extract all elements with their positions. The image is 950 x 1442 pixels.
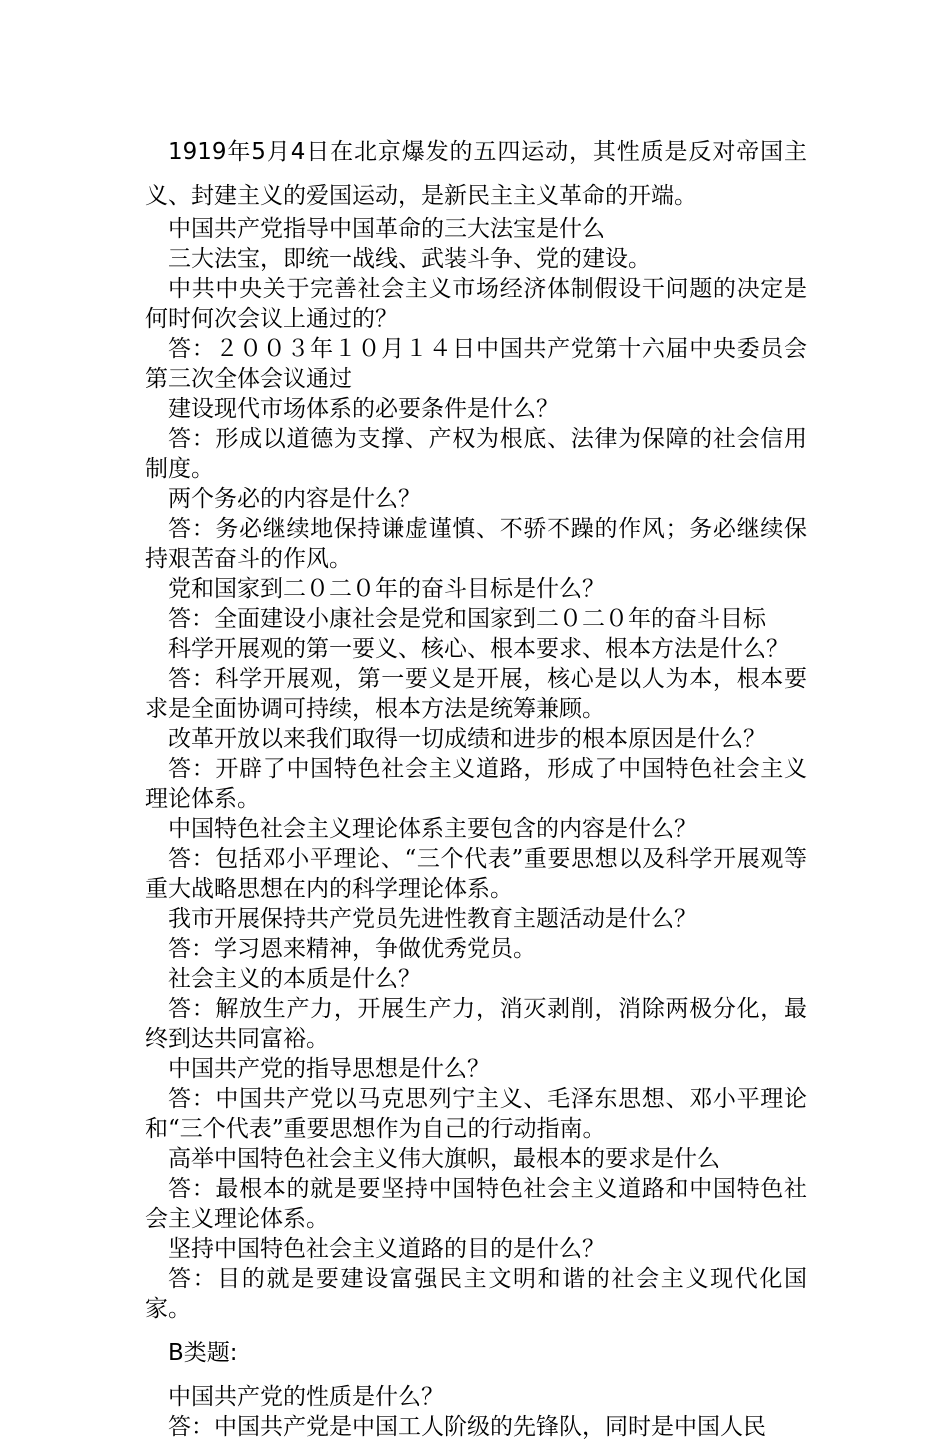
document-page: [145, 130, 807, 1442]
paragraph: 中国共产党指导中国革命的三大法宝是什么: [168, 216, 605, 242]
paragraph: 科学开展观的第一要义、核心、根本要求、根本方法是什么？: [168, 636, 789, 662]
paragraph: 答：包括邓小平理论、“三个代表”重要思想以及科学开展观等重大战略思想在内的科学理论体系。: [145, 846, 807, 902]
paragraph: 建设现代市场体系的必要条件是什么？: [168, 396, 559, 422]
paragraph: 答：开辟了中国特色社会主义道路，形成了中国特色社会主义理论体系。: [145, 756, 807, 812]
paragraph: 中共中央关于完善社会主义市场经济体制假设干问题的决定是何时何次会议上通过的？: [145, 276, 807, 332]
paragraph: 答：最根本的就是要坚持中国特色社会主义道路和中国特色社会主义理论体系。: [145, 1176, 807, 1232]
paragraph: 答：中国共产党以马克思列宁主义、毛泽东思想、邓小平理论和“三个代表”重要思想作为自己的行动指南。: [145, 1086, 807, 1142]
paragraph: 坚持中国特色社会主义道路的目的是什么？: [168, 1236, 605, 1262]
paragraph: 两个务必的内容是什么？: [168, 486, 421, 512]
paragraph: 中国特色社会主义理论体系主要包含的内容是什么？: [168, 816, 697, 842]
paragraph: 答：科学开展观，第一要义是开展，核心是以人为本，根本要求是全面协调可持续，根本方法是统筹兼顾。: [145, 666, 807, 722]
paragraph: 答：目的就是要建设富强民主文明和谐的社会主义现代化国家。: [145, 1266, 807, 1322]
paragraph: 答：学习恩来精神，争做优秀党员。: [168, 936, 536, 962]
paragraph: 答：中国共产党是中国工人阶级的先锋队，同时是中国人民: [168, 1414, 766, 1440]
paragraph: 党和国家到二０二０年的奋斗目标是什么？: [168, 576, 605, 602]
section-b-heading: B类题:: [168, 1340, 238, 1366]
paragraph: 我市开展保持共产党员先进性教育主题活动是什么？: [168, 906, 697, 932]
paragraph: 答：２００３年１０月１４日中国共产党第十六届中央委员会第三次全体会议通过: [145, 336, 807, 392]
paragraph: 三大法宝，即统一战线、武装斗争、党的建设。: [168, 246, 651, 272]
paragraph: 高举中国特色社会主义伟大旗帜，最根本的要求是什么: [168, 1146, 720, 1172]
paragraph: 答：全面建设小康社会是党和国家到二０二０年的奋斗目标: [168, 606, 766, 632]
paragraph: 改革开放以来我们取得一切成绩和进步的根本原因是什么？: [168, 726, 766, 752]
paragraph: 答：解放生产力，开展生产力，消灭剥削，消除两极分化，最终到达共同富裕。: [145, 996, 807, 1052]
paragraph: 社会主义的本质是什么？: [168, 966, 421, 992]
paragraph: 中国共产党的性质是什么？: [168, 1384, 444, 1410]
paragraph: 答：务必继续地保持谦虚谨慎、不骄不躁的作风；务必继续保持艰苦奋斗的作风。: [145, 516, 807, 572]
paragraph: 中国共产党的指导思想是什么？: [168, 1056, 490, 1082]
intro-paragraph: 1919年5月4日在北京爆发的五四运动，其性质是反对帝国主义、封建主义的爱国运动，是新民主主义革命的开端。: [145, 139, 807, 209]
paragraph: 答：形成以道德为支撑、产权为根底、法律为保障的社会信用制度。: [145, 426, 807, 482]
